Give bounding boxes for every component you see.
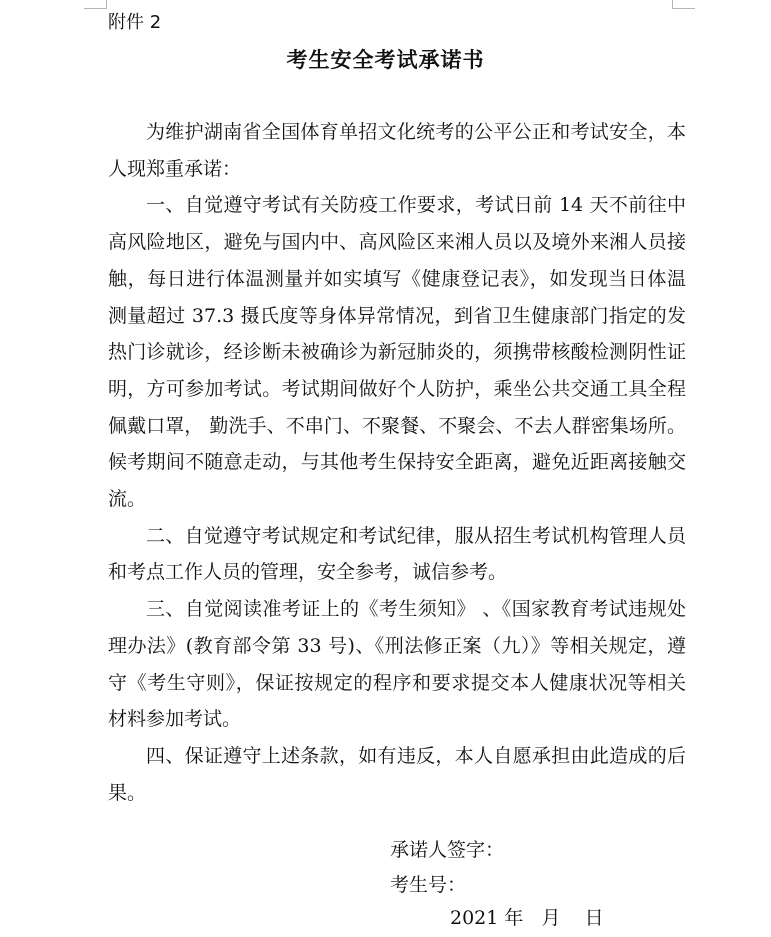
signature-label: 承诺人签字：: [390, 839, 505, 861]
paragraph-intro: 为维护湖南省全国体育单招文化统考的公平公正和考试安全，本人现郑重承诺：: [108, 121, 686, 180]
document-title: 考生安全考试承诺书: [286, 47, 485, 72]
candidate-number-label: 考生号：: [390, 874, 467, 896]
paragraph-item-3: 三、自觉阅读准考证上的《考生须知》 、《国家教育考试违规处理办法》(教育部令第 33 号)、《刑法修正案（九）》等相关规定，遵守《考生守则》，保证按规定的程序和要求提交本人健康状况等相关材料参加考试。: [108, 598, 686, 731]
attachment-label: 附件 2: [108, 12, 162, 33]
paragraph-item-4: 四、保证遵守上述条款，如有违反，本人自愿承担由此造成的后果。: [108, 744, 686, 804]
paragraph-item-1: 一、自觉遵守考试有关防疫工作要求，考试日前 14 天不前往中高风险地区，避免与国内中、高风险区来湘人员以及境外来湘人员接触，每日进行体温测量并如实填写《健康登记表》，如发现当日体温测量超过 37.3 摄氏度等身体异常情况，到省卫生健康部门指定的发热门诊就诊，经诊断未被确诊为新冠肺炎的，须携带核酸检测阴性证明，方可参加考试。考试期间做好个人防护，乘坐公共交通工具全程佩戴口罩， 勤洗手、不串门、不聚餐、不聚会、不去人群密集场所。候考期间不随意走动，与其他考生保持安全距离，避免近距离接触交流。: [108, 194, 686, 511]
paragraph-item-2: 二、自觉遵守考试规定和考试纪律，服从招生考试机构管理人员和考点工作人员的管理，安全参考，诚信参考。: [108, 524, 686, 584]
document-body: [108, 114, 686, 811]
page-corner-mark: [672, 0, 695, 9]
date-label: 2021 年 月 日: [450, 907, 604, 929]
page-corner-mark: [84, 0, 107, 9]
